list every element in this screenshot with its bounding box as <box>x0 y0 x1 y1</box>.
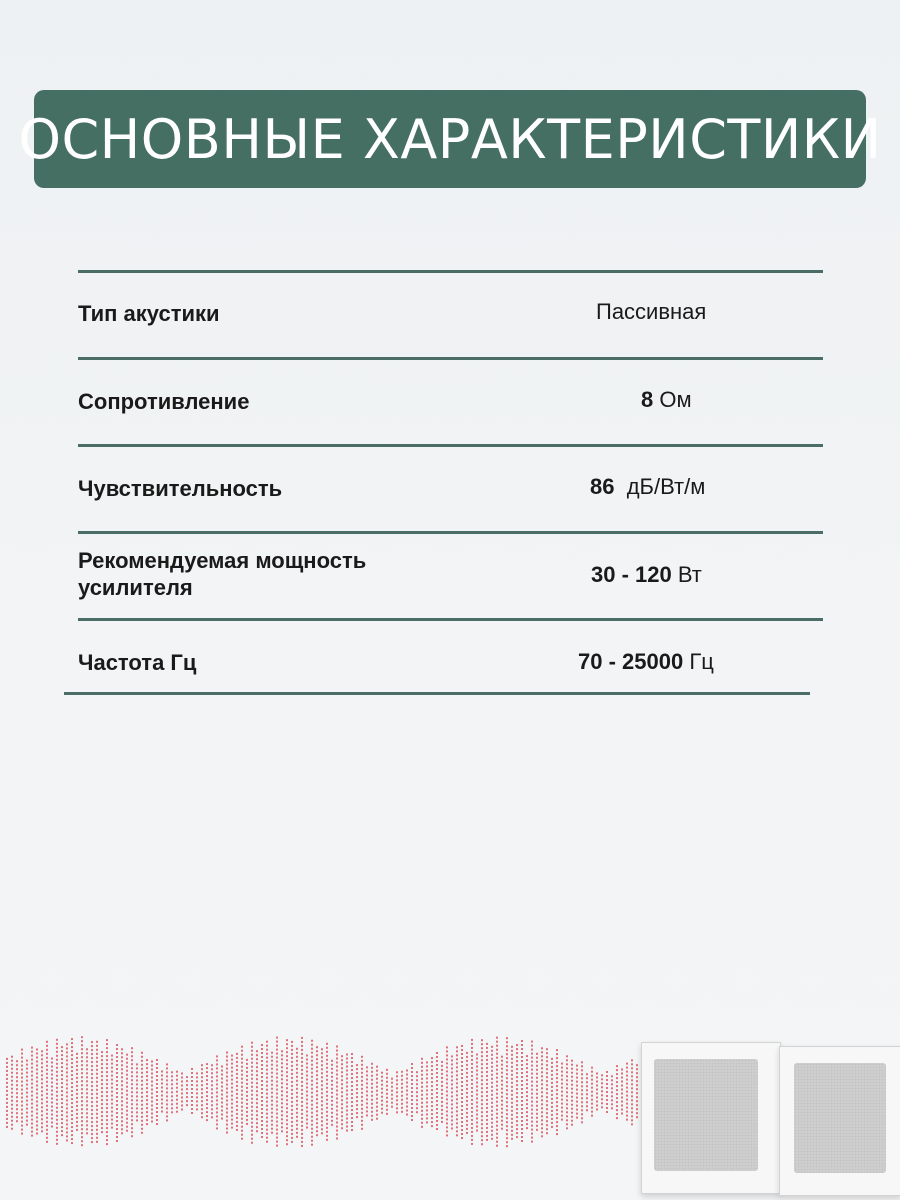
spec-label-impedance: Сопротивление <box>78 389 250 414</box>
divider <box>78 618 823 621</box>
divider <box>78 444 823 447</box>
speaker-product-photo <box>641 1042 781 1194</box>
speaker-grille <box>794 1063 886 1173</box>
sound-wave-graphic <box>0 1030 650 1160</box>
spec-value-frequency-number: 70 - 25000 <box>578 649 684 674</box>
speaker-grille <box>654 1059 758 1171</box>
spec-value-sensitivity <box>590 474 705 500</box>
spec-value-type <box>596 299 706 325</box>
spec-value-frequency-unit: Гц <box>689 649 714 674</box>
divider <box>78 357 823 360</box>
spec-value-impedance-unit: Ом <box>659 387 692 412</box>
spec-label-sensitivity: Чувствительность <box>78 476 283 501</box>
spec-value-impedance <box>641 387 692 413</box>
spec-value-impedance-number: 8 <box>641 387 654 412</box>
speaker-product-photo <box>779 1046 900 1196</box>
divider <box>64 692 810 695</box>
spec-value-sensitivity-number: 86 <box>590 474 615 499</box>
divider <box>78 270 823 273</box>
spec-value-amp-power-number: 30 - 120 <box>591 562 672 587</box>
page-title: ОСНОВНЫЕ ХАРАКТЕРИСТИКИ <box>18 107 882 171</box>
spec-value-amp-power-unit: Вт <box>677 562 702 587</box>
spec-value-type-text: Пассивная <box>596 299 707 324</box>
spec-value-amp-power <box>591 562 702 588</box>
spec-value-frequency <box>578 649 714 675</box>
spec-label-frequency: Частота Гц <box>78 650 197 675</box>
spec-label-type: Тип акустики <box>78 301 220 326</box>
title-banner <box>18 90 882 188</box>
spec-value-sensitivity-unit: дБ/Вт/м <box>626 474 706 499</box>
divider <box>78 531 823 534</box>
spec-label-amp-power: Рекомендуемая мощность усилителя <box>78 548 367 600</box>
